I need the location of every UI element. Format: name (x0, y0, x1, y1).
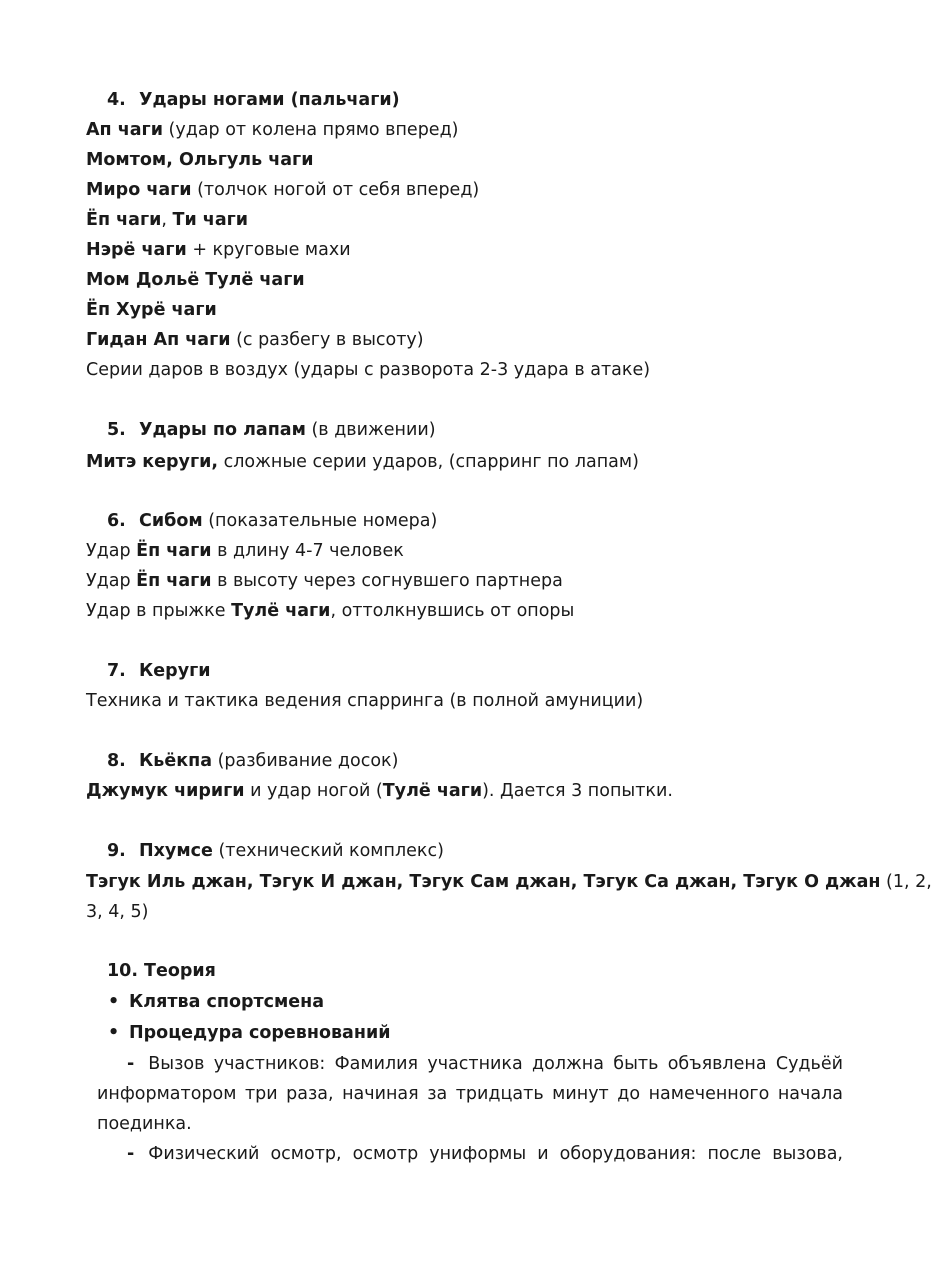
section-4-heading: 4. Удары ногами (пальчаги) (107, 90, 400, 110)
section-6-heading: 6. Сибом (показательные номера) (107, 511, 438, 531)
paragraph-athlete-call: - Вызов участников: Фамилия участника должна быть объявлена Судьёй информатором три раза, начиная за тридцать минут до намеченного начала поединка. (97, 1054, 843, 1134)
section-6-line-2: Удар Ёп чаги в высоту через согнувшего партнера (86, 571, 563, 591)
section-10-heading: 10. Теория (107, 961, 216, 981)
section-4-line-1: Ап чаги (удар от колена прямо вперед) (86, 120, 459, 140)
section-9-line-2: 3, 4, 5) (86, 902, 149, 922)
section-4-line-6: Мом Дольё Тулё чаги (86, 270, 305, 290)
section-4-line-9: Серии даров в воздух (удары с разворота 2-3 удара в атаке) (86, 360, 651, 380)
section-8-line: Джумук чириги и удар ногой (Тулё чаги). Дается 3 попытки. (86, 781, 673, 801)
section-4-line-8: Гидан Ап чаги (с разбегу в высоту) (86, 330, 424, 350)
section-9-line-1: Тэгук Иль джан, Тэгук И джан, Тэгук Сам джан, Тэгук Са джан, Тэгук О джан (1, 2, (86, 872, 932, 892)
section-5-line: Митэ керуги, сложные серии ударов, (спарринг по лапам) (86, 452, 639, 472)
section-4-line-5: Нэрё чаги + круговые махи (86, 240, 351, 260)
bullet-icon: • (108, 992, 120, 1012)
paragraph-physical-check: - Физический осмотр, осмотр униформы и оборудования: после вызова, (127, 1144, 843, 1164)
section-4-line-4: Ёп чаги, Ти чаги (86, 210, 249, 230)
dash-marker: - (127, 1144, 135, 1164)
dash-marker: - (127, 1054, 135, 1074)
section-4-line-3: Миро чаги (толчок ногой от себя вперед) (86, 180, 480, 200)
bullet-item-oath: • Клятва спортсмена (108, 992, 325, 1012)
section-9-heading: 9. Пхумсе (технический комплекс) (107, 841, 444, 861)
section-8-heading: 8. Кьёкпа (разбивание досок) (107, 751, 399, 771)
section-4-line-7: Ёп Хурё чаги (86, 300, 217, 320)
bullet-item-procedure: • Процедура соревнований (108, 1023, 391, 1043)
section-5-heading: 5. Удары по лапам (в движении) (107, 420, 436, 440)
section-7-line: Техника и тактика ведения спарринга (в полной амуниции) (86, 691, 644, 711)
section-6-line-3: Удар в прыжке Тулё чаги, оттолкнувшись от опоры (86, 601, 575, 621)
section-6-line-1: Удар Ёп чаги в длину 4-7 человек (86, 541, 404, 561)
bullet-icon: • (108, 1023, 120, 1043)
section-4-line-2: Момтом, Ольгуль чаги (86, 150, 314, 170)
section-7-heading: 7. Керуги (107, 661, 211, 681)
